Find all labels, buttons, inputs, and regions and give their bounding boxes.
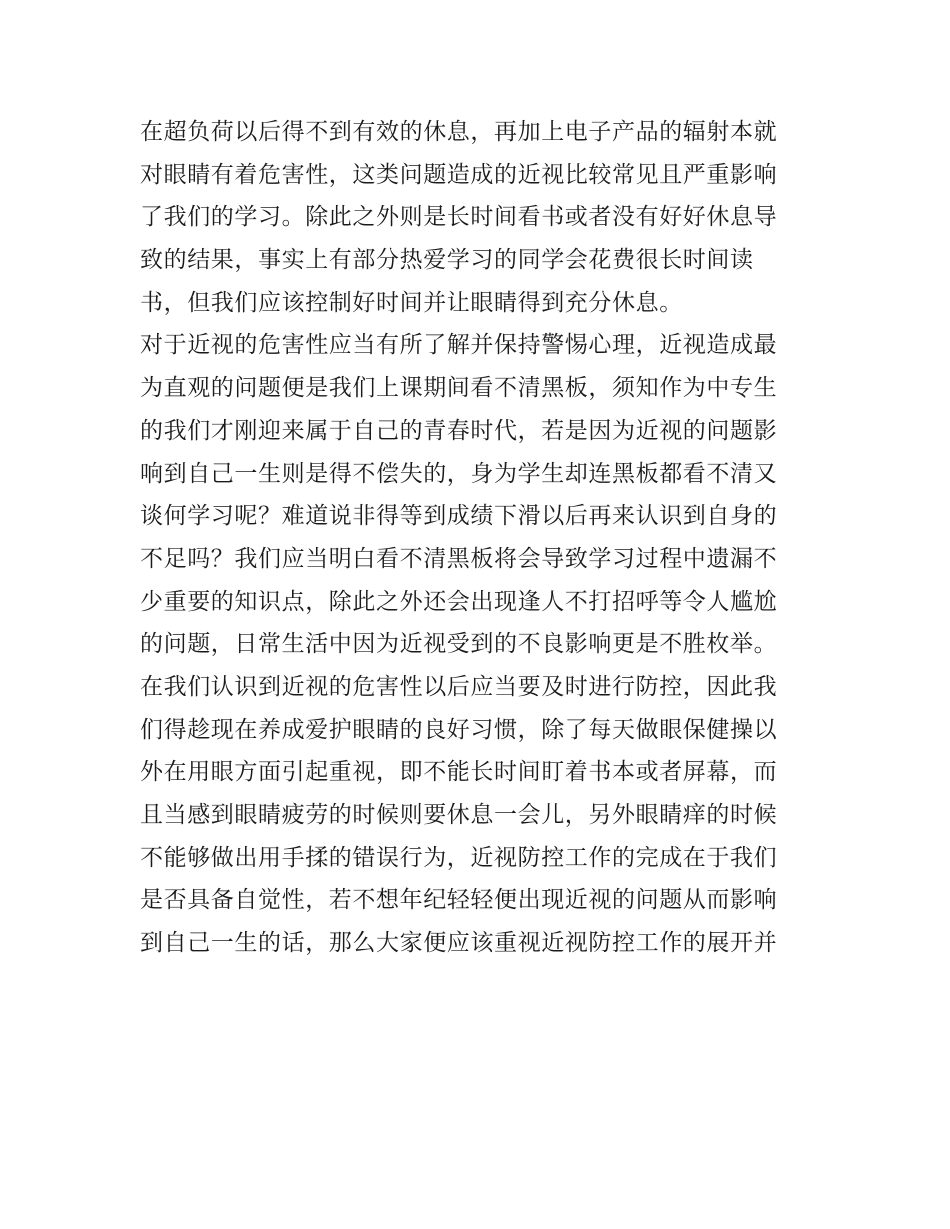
text-line: 们得趁现在养成爱护眼睛的良好习惯，除了每天做眼保健操以 [140,716,778,743]
text-line: 外在用眼方面引起重视，即不能长时间盯着书本或者屏幕，而 [140,759,778,786]
text-line: 在超负荷以后得不到有效的休息，再加上电子产品的辐射本就 [140,119,778,145]
text-line: 是否具备自觉性，若不想年纪轻轻便出现近视的问题从而影响 [140,887,778,914]
text-line: 少重要的知识点，除此之外还会出现逢人不打招呼等令人尴尬 [140,588,778,615]
text-line: 书，但我们应该控制好时间并让眼睛得到充分休息。 [140,289,683,316]
text-line: 为直观的问题便是我们上课期间看不清黑板，须知作为中专生 [140,375,778,402]
text-line: 对眼睛有着危害性，这类问题造成的近视比较常见且严重影响 [140,161,778,188]
text-line: 到自己一生的话，那么大家便应该重视近视防控工作的展开并 [140,930,778,957]
text-line: 不足吗？我们应当明白看不清黑板将会导致学习过程中遗漏不 [140,545,778,572]
text-line: 不能够做出用手揉的错误行为，近视防控工作的完成在于我们 [140,844,778,871]
text-line: 的我们才刚迎来属于自己的青春时代，若是因为近视的问题影 [140,417,778,444]
text-line: 谈何学习呢？难道说非得等到成绩下滑以后再来认识到自身的 [140,503,778,530]
text-line: 且当感到眼睛疲劳的时候则要休息一会儿，另外眼睛痒的时候 [140,802,778,828]
text-line: 响到自己一生则是得不偿失的，身为学生却连黑板都看不清又 [140,460,778,487]
text-line: 对于近视的危害性应当有所了解并保持警惕心理，近视造成最 [140,332,778,359]
text-line: 致的结果，事实上有部分热爱学习的同学会花费很长时间读 [140,247,754,274]
text-line: 的问题，日常生活中因为近视受到的不良影响更是不胜枚举。 [140,631,778,658]
text-line: 在我们认识到近视的危害性以后应当要及时进行防控，因此我 [140,673,778,700]
text-line: 了我们的学习。除此之外则是长时间看书或者没有好好休息导 [140,204,778,231]
body-text [140,111,820,965]
